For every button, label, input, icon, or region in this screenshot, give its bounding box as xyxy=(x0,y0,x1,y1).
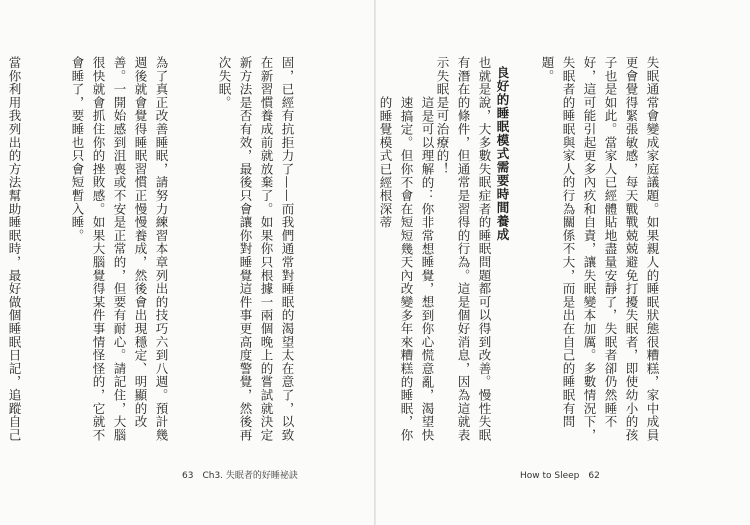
paragraph: 為了真正改善睡眠，請努力練習本章列出的技巧六到八週。預計幾週後就會覺得睡眠習慣正慢慢養成，然後會出現穩定、明顯的改善。一開始感到沮喪或不安是正常的，但要有耐心。請記住，大腦很快就會抓住你的挫敗感。如果大腦覺得某件事情怪怪的，它就不會睡了，要睡也只會短暫入睡。 xyxy=(70,56,169,442)
paragraph: 也就是說，大多數失眠症者的睡眠問題都可以得到改善。慢性失眠有潛在的條件，但通常是習得的行為。這是個好消息，因為這就表示失眠是可治療的！ xyxy=(435,56,492,442)
page-footer-right: How to Sleep 62 xyxy=(520,471,600,481)
paragraph: 失眠通常會變成家庭議題。如果親人的睡眠狀態很糟糕，家中成員更會覺得緊張敏感，每天戰戰兢兢避免打擾失眠者，即使幼小的孩子也是如此。當家人已經體貼地盡量安靜了，失眠者卻仍然睡不好，這可能引起更多內疚和自責，讓失眠變本加厲。多數情況下，失眠者的睡眠與家人的行為關係不大，而是出在自己的睡眠有問題。 xyxy=(540,56,660,442)
right-body-text-b xyxy=(378,96,480,451)
section-heading: 良好的睡眠模式需要時間養成 xyxy=(495,66,510,242)
paragraph: 固，已經有抗拒力了——而我們通常對睡眠的渴望太在意了，以致在新習慣養成前就放棄了。如果你只根據一兩個晚上的嘗試就決定新方法是否有效，最後只會讓你對睡覺這件事更高度警覺，然後再次失眠。 xyxy=(217,56,295,442)
page-footer-left: 63 Ch3. 失眠者的好睡祕訣 xyxy=(182,471,298,481)
left-body-text xyxy=(7,56,340,451)
paragraph: 這是可以理解的：你非常想睡覺，想到你心慌意亂，渴望快速搞定。但你不會在短短幾天內改變多年來糟糕的睡眠，你的睡覺模式已經根深蒂 xyxy=(378,96,435,442)
paragraph: 當你利用我列出的方法幫助睡眠時，最好做個睡眠日記，追蹤自己 xyxy=(7,56,22,442)
